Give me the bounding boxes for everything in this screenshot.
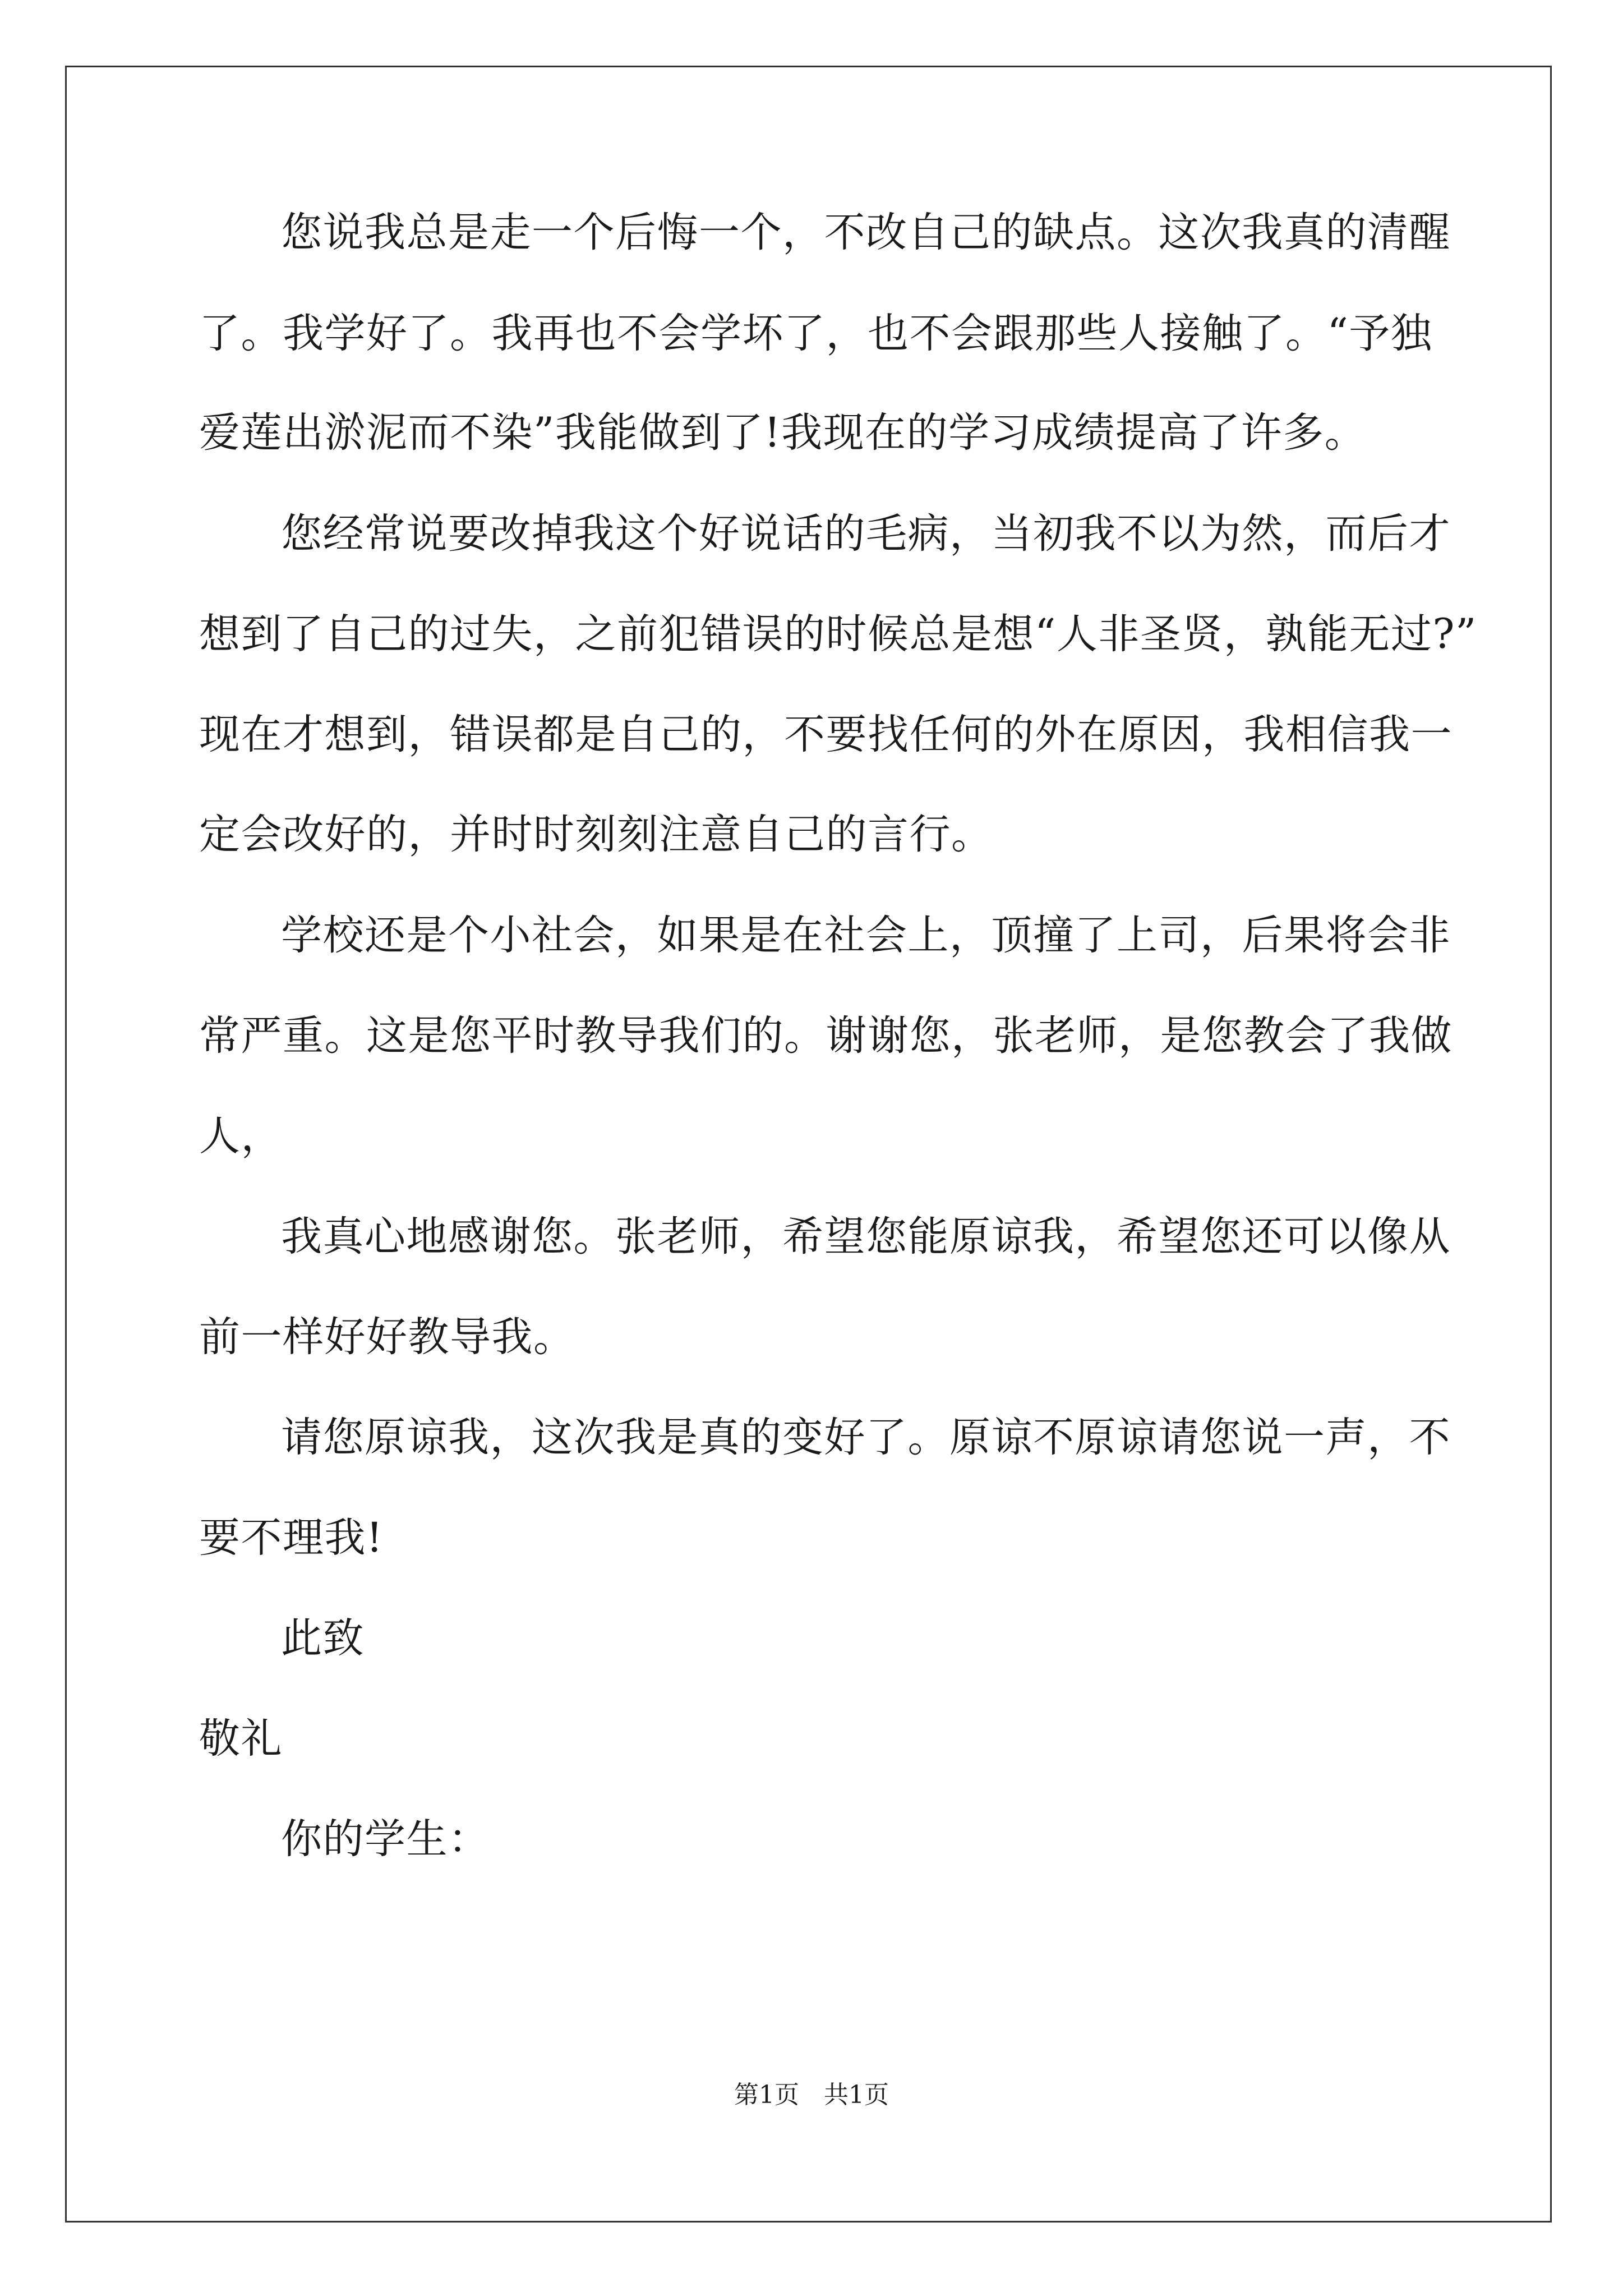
text-line: 您说我总是走一个后悔一个，不改自己的缺点。这次我真的清醒: [281, 209, 1451, 256]
signature-line: 你的学生：: [281, 1815, 490, 1863]
text-line: 请您原谅我，这次我是真的变好了。原谅不原谅请您说一声，不: [281, 1414, 1451, 1461]
text-line: 想到了自己的过失，之前犯错误的时候总是想“人非圣贤，孰能无过?”: [199, 610, 1477, 658]
text-line: 前一样好好教导我。: [199, 1313, 575, 1361]
text-line: 您经常说要改掉我这个好说话的毛病，当初我不以为然，而后才: [281, 510, 1451, 558]
text-line: 现在才想到，错误都是自己的，不要找任何的外在原因，我相信我一: [199, 711, 1453, 758]
text-line: 了。我学好了。我再也不会学坏了，也不会跟那些人接触了。“予独: [199, 310, 1433, 357]
closing-salutation: 此致: [281, 1614, 365, 1662]
text-line: 人，: [199, 1112, 283, 1160]
text-line: 学校还是个小社会，如果是在社会上，顶撞了上司，后果将会非: [281, 912, 1451, 959]
page-border: [65, 66, 1552, 2223]
text-line: 我真心地感谢您。张老师，希望您能原谅我，希望您还可以像从: [281, 1213, 1451, 1260]
text-line: 要不理我!: [199, 1514, 384, 1562]
closing-regards: 敬礼: [199, 1715, 283, 1763]
text-line: 定会改好的，并时时刻刻注意自己的言行。: [199, 811, 993, 858]
page-number: 第1页 共1页: [734, 2081, 889, 2109]
text-line: 爱莲出淤泥而不染”我能做到了!我现在的学习成绩提高了许多。: [199, 409, 1367, 457]
text-line: 常严重。这是您平时教导我们的。谢谢您，张老师，是您教会了我做: [199, 1012, 1453, 1060]
